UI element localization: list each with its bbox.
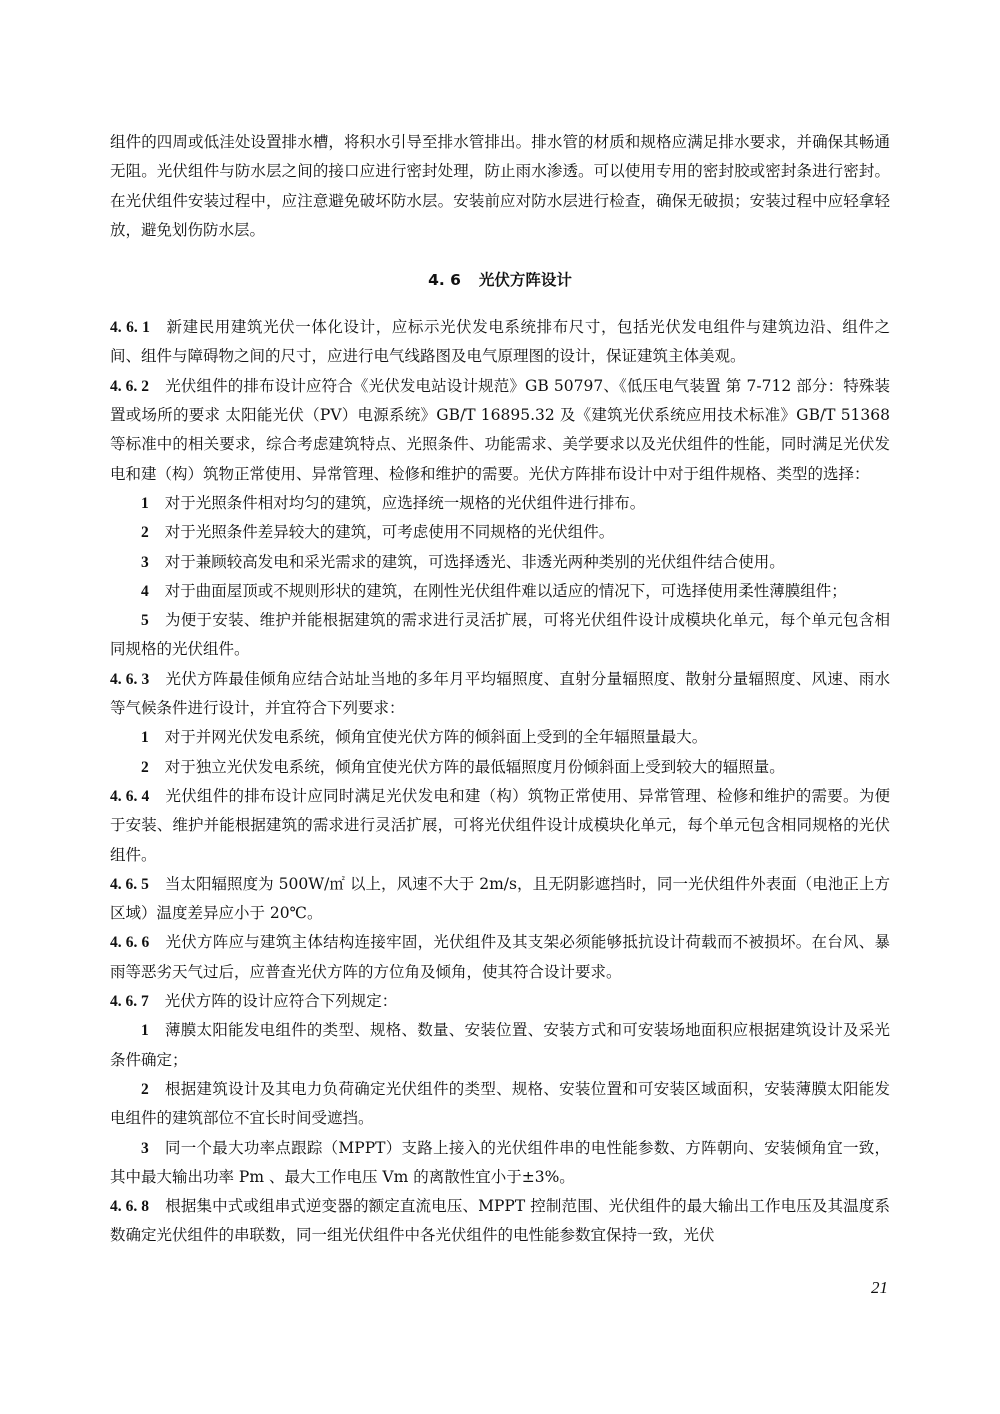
section-heading xyxy=(110,265,890,295)
clause-number: 4. 6. 4 xyxy=(110,787,150,805)
clause-text: 当太阳辐照度为 500W/㎡ 以上，风速不大于 2m/s，且无阴影遮挡时，同一光伏组件外表面（电池正上方区域）温度差异应小于 20℃。 xyxy=(110,874,891,923)
clause-item xyxy=(110,548,890,577)
clause-text: 新建民用建筑光伏一体化设计，应标示光伏发电系统排布尺寸，包括光伏发电组件与建筑边沿、组件之间、组件与障碍物之间的尺寸，应进行电气线路图及电气原理图的设计，保证建筑主体美观。 xyxy=(110,318,890,366)
item-number: 2 xyxy=(141,1080,149,1098)
clause-6 xyxy=(110,928,890,987)
clause-number: 4. 6. 8 xyxy=(110,1198,150,1216)
clause-text: 光伏方阵应与建筑主体结构连接牢固，光伏组件及其支架必须能够抵抗设计荷载而不被损坏。在台风、暴雨等恶劣天气过后，应普查光伏方阵的方位角及倾角，使其符合设计要求。 xyxy=(110,933,890,981)
item-number: 2 xyxy=(141,758,149,776)
clause-item xyxy=(110,723,890,752)
item-text: 对于并网光伏发电系统，倾角宜使光伏方阵的倾斜面上受到的全年辐照量最大。 xyxy=(164,728,708,747)
clause-number: 4. 6. 6 xyxy=(110,934,150,952)
clause-item xyxy=(110,606,890,665)
clause-item xyxy=(110,577,890,606)
section-title: 光伏方阵设计 xyxy=(478,271,572,290)
clause-item xyxy=(110,1075,890,1134)
page-number: 21 xyxy=(871,1278,888,1297)
item-text: 薄膜太阳能发电组件的类型、规格、数量、安装位置、安装方式和可安装场地面积应根据建筑设计及采光条件确定； xyxy=(110,1021,890,1069)
item-number: 1 xyxy=(141,729,149,747)
clause-item xyxy=(110,753,890,782)
item-number: 1 xyxy=(141,494,149,512)
item-number: 3 xyxy=(141,1139,149,1157)
clause-item xyxy=(110,489,890,518)
item-number: 4 xyxy=(141,582,149,600)
item-text: 同一个最大功率点跟踪（MPPT）支路上接入的光伏组件串的电性能参数、方阵朝向、安装倾角宜一致，其中最大输出功率 Pm 、最大工作电压 Vm 的离散性宜小于±3%。 xyxy=(110,1138,890,1186)
item-text: 根据建筑设计及其电力负荷确定光伏组件的类型、规格、安装位置和可安装区域面积，安装薄膜太阳能发电组件的建筑部位不宜长时间受遮挡。 xyxy=(110,1079,890,1128)
clause-text: 光伏方阵最佳倾角应结合站址当地的多年月平均辐照度、直射分量辐照度、散射分量辐照度、风速、雨水等气候条件进行设计，并宜符合下列要求： xyxy=(110,669,890,718)
clause-number: 4. 6. 1 xyxy=(110,319,150,337)
item-text: 为便于安装、维护并能根据建筑的需求进行灵活扩展，可将光伏组件设计成模块化单元，每个单元包含相同规格的光伏组件。 xyxy=(110,611,890,659)
clause-7 xyxy=(110,987,890,1016)
clause-text: 光伏组件的排布设计应符合《光伏发电站设计规范》GB 50797、《低压电气装置 第 7-712 部分：特殊装置或场所的要求 太阳能光伏（PV）电源系统》GB/T 16895.32 及《建筑光伏系统应用技术标准》GB/T 51368 等标准中的相关要求，综合考虑建筑特点、光照条件、功能需求、美学要求以及光伏组件的性能，同时满足光伏发电和建（构）筑物正常使用、异常管理、检修和维护的需要。光伏方阵排布设计中对于组件规格、类型的选择： xyxy=(110,376,890,483)
clause-list xyxy=(110,313,890,1251)
clause-item xyxy=(110,1016,890,1075)
clause-text: 根据集中式或组串式逆变器的额定直流电压、MPPT 控制范围、光伏组件的最大输出工作电压及其温度系数确定光伏组件的串联数，同一组光伏组件中各光伏组件的电性能参数宜保持一致，光伏 xyxy=(110,1197,891,1245)
clause-5 xyxy=(110,870,890,929)
clause-item xyxy=(110,518,890,547)
section-number: 4. 6 xyxy=(428,271,461,290)
clause-item xyxy=(110,1134,890,1193)
item-number: 1 xyxy=(141,1022,149,1040)
clause-2 xyxy=(110,372,890,489)
clause-number: 4. 6. 5 xyxy=(110,875,149,893)
clause-number: 4. 6. 2 xyxy=(110,377,150,395)
clause-4 xyxy=(110,782,890,870)
clause-number: 4. 6. 7 xyxy=(110,993,149,1011)
page-body xyxy=(110,128,890,1251)
item-number: 5 xyxy=(141,612,149,630)
clause-8 xyxy=(110,1192,890,1251)
item-text: 对于独立光伏发电系统，倾角宜使光伏方阵的最低辐照度月份倾斜面上受到较大的辐照量。 xyxy=(164,757,785,776)
item-text: 对于光照条件相对均匀的建筑，应选择统一规格的光伏组件进行排布。 xyxy=(164,493,646,512)
item-number: 2 xyxy=(141,524,149,542)
clause-text: 光伏组件的排布设计应同时满足光伏发电和建（构）筑物正常使用、异常管理、检修和维护的需要。为便于安装、维护并能根据建筑的需求进行灵活扩展，可将光伏组件设计成模块化单元，每个单元包含相同规格的光伏组件。 xyxy=(110,786,890,864)
clause-number: 4. 6. 3 xyxy=(110,670,150,688)
item-text: 对于曲面屋顶或不规则形状的建筑，在刚性光伏组件难以适应的情况下，可选择使用柔性薄膜组件； xyxy=(164,581,847,600)
clause-3 xyxy=(110,665,890,724)
intro-paragraph: 组件的四周或低洼处设置排水槽，将积水引导至排水管排出。排水管的材质和规格应满足排水要求，并确保其畅通无阻。光伏组件与防水层之间的接口应进行密封处理，防止雨水渗透。可以使用专用的密封胶或密封条进行密封。在光伏组件安装过程中，应注意避免破坏防水层。安装前应对防水层进行检查，确保无破损；安装过程中应轻拿轻放，避免划伤防水层。 xyxy=(110,133,890,239)
item-number: 3 xyxy=(141,553,149,571)
clause-text: 光伏方阵的设计应符合下列规定： xyxy=(164,992,398,1011)
clause-1 xyxy=(110,313,890,372)
item-text: 对于光照条件差异较大的建筑，可考虑使用不同规格的光伏组件。 xyxy=(164,523,615,542)
item-text: 对于兼顾较高发电和采光需求的建筑，可选择透光、非透光两种类别的光伏组件结合使用。 xyxy=(164,552,785,571)
